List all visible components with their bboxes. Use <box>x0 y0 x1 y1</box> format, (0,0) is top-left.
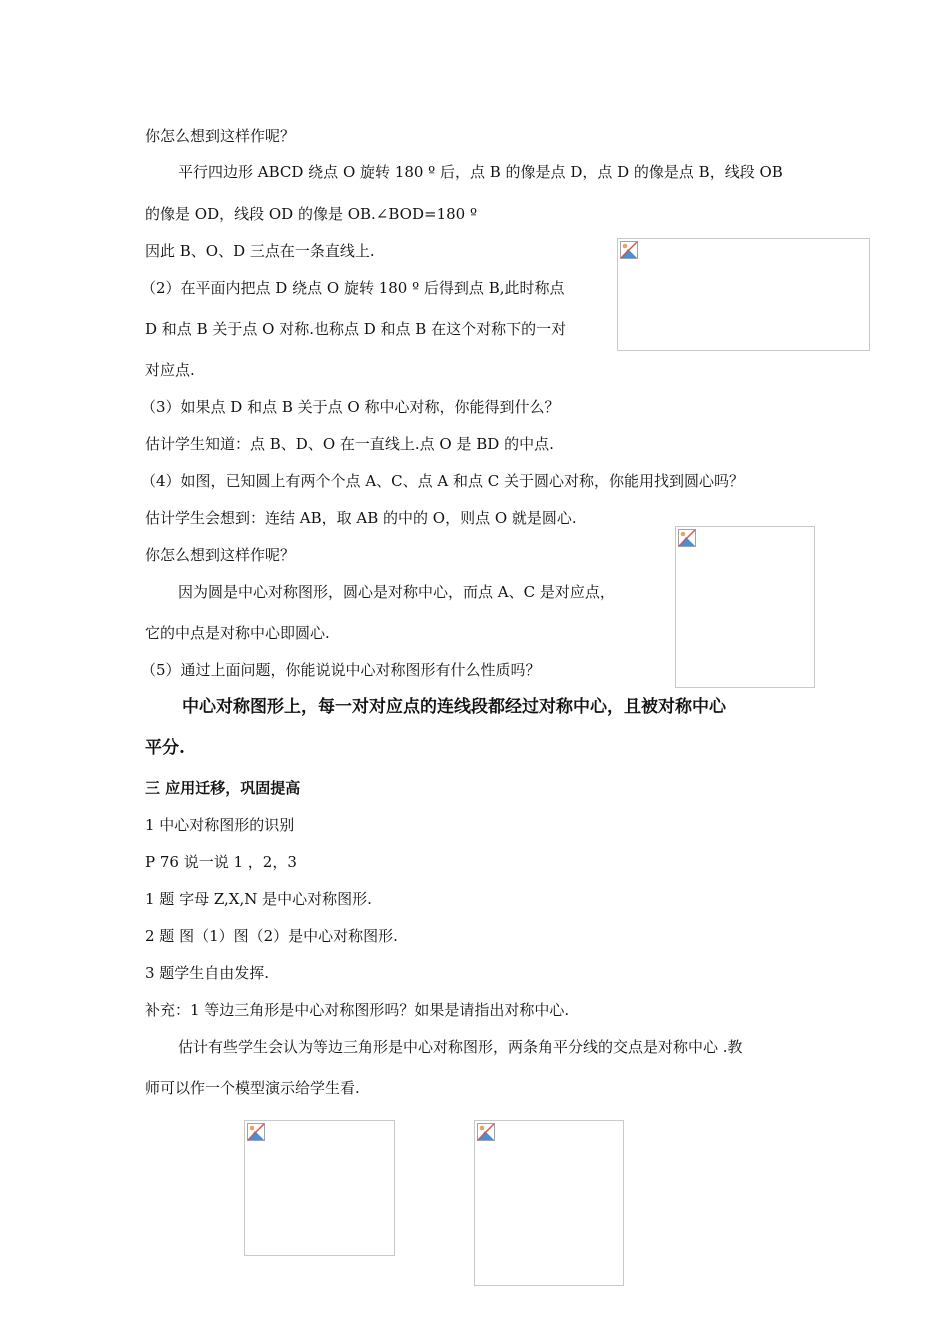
text-line: （3）如果点 D 和点 B 关于点 O 称中心对称，你能得到什么？ <box>141 398 560 416</box>
text-line: 1 题 字母 Z,X,N 是中心对称图形. <box>145 890 372 908</box>
text-line: 平行四边形 ABCD 绕点 O 旋转 180 º 后，点 B 的像是点 D，点 D 的像是点 B，线段 OB <box>178 163 783 181</box>
property-statement: 中心对称图形上，每一对对应点的连线段都经过对称中心，且被对称中心 <box>182 697 726 717</box>
text-line: 3 题学生自由发挥. <box>145 964 270 982</box>
text-line: （5）通过上面问题，你能说说中心对称图形有什么性质吗？ <box>141 661 541 679</box>
section-heading: 三 应用迁移，巩固提高 <box>145 779 301 797</box>
text-line: 的像是 OD，线段 OD 的像是 OB.∠BOD=180 º <box>145 205 478 223</box>
text-line: 因为圆是中心对称图形，圆心是对称中心，而点 A、C 是对应点， <box>178 583 615 601</box>
text-line: 估计学生会想到：连结 AB，取 AB 的中的 O，则点 O 就是圆心. <box>145 509 577 527</box>
text-line: 估计学生知道：点 B、D、O 在一直线上.点 O 是 BD 的中点. <box>145 435 554 453</box>
broken-image-icon <box>678 529 696 547</box>
figure-placeholder <box>244 1120 395 1256</box>
text-line: （2）在平面内把点 D 绕点 O 旋转 180 º 后得到点 B,此时称点 <box>141 279 565 297</box>
figure-placeholder <box>474 1120 624 1286</box>
text-line: 你怎么想到这样作呢？ <box>145 127 296 145</box>
text-line: 因此 B、O、D 三点在一条直线上. <box>145 242 375 260</box>
figure-placeholder <box>617 238 870 351</box>
text-line: 对应点. <box>145 361 195 379</box>
broken-image-icon <box>477 1123 495 1141</box>
text-line: 1 中心对称图形的识别 <box>145 816 295 834</box>
text-line: D 和点 B 关于点 O 对称.也称点 D 和点 B 在这个对称下的一对 <box>145 320 567 338</box>
broken-image-icon <box>247 1123 265 1141</box>
text-line: 它的中点是对称中心即圆心. <box>145 624 330 642</box>
text-line: 你怎么想到这样作呢？ <box>145 546 296 564</box>
text-line: 补充：1 等边三角形是中心对称图形吗？如果是请指出对称中心. <box>145 1001 570 1019</box>
text-line: 师可以作一个模型演示给学生看. <box>145 1079 360 1097</box>
figure-placeholder <box>675 526 815 688</box>
text-line: 估计有些学生会认为等边三角形是中心对称图形，两条角平分线的交点是对称中心 .教 <box>178 1038 743 1056</box>
broken-image-icon <box>620 241 638 259</box>
text-line: （4）如图，已知圆上有两个个点 A、C、点 A 和点 C 关于圆心对称，你能用找到圆心吗？ <box>141 472 745 490</box>
text-line: P 76 说一说 1 ，2，3 <box>145 853 297 871</box>
property-statement-end: 平分. <box>145 738 185 758</box>
text-line: 2 题 图（1）图（2）是中心对称图形. <box>145 927 398 945</box>
